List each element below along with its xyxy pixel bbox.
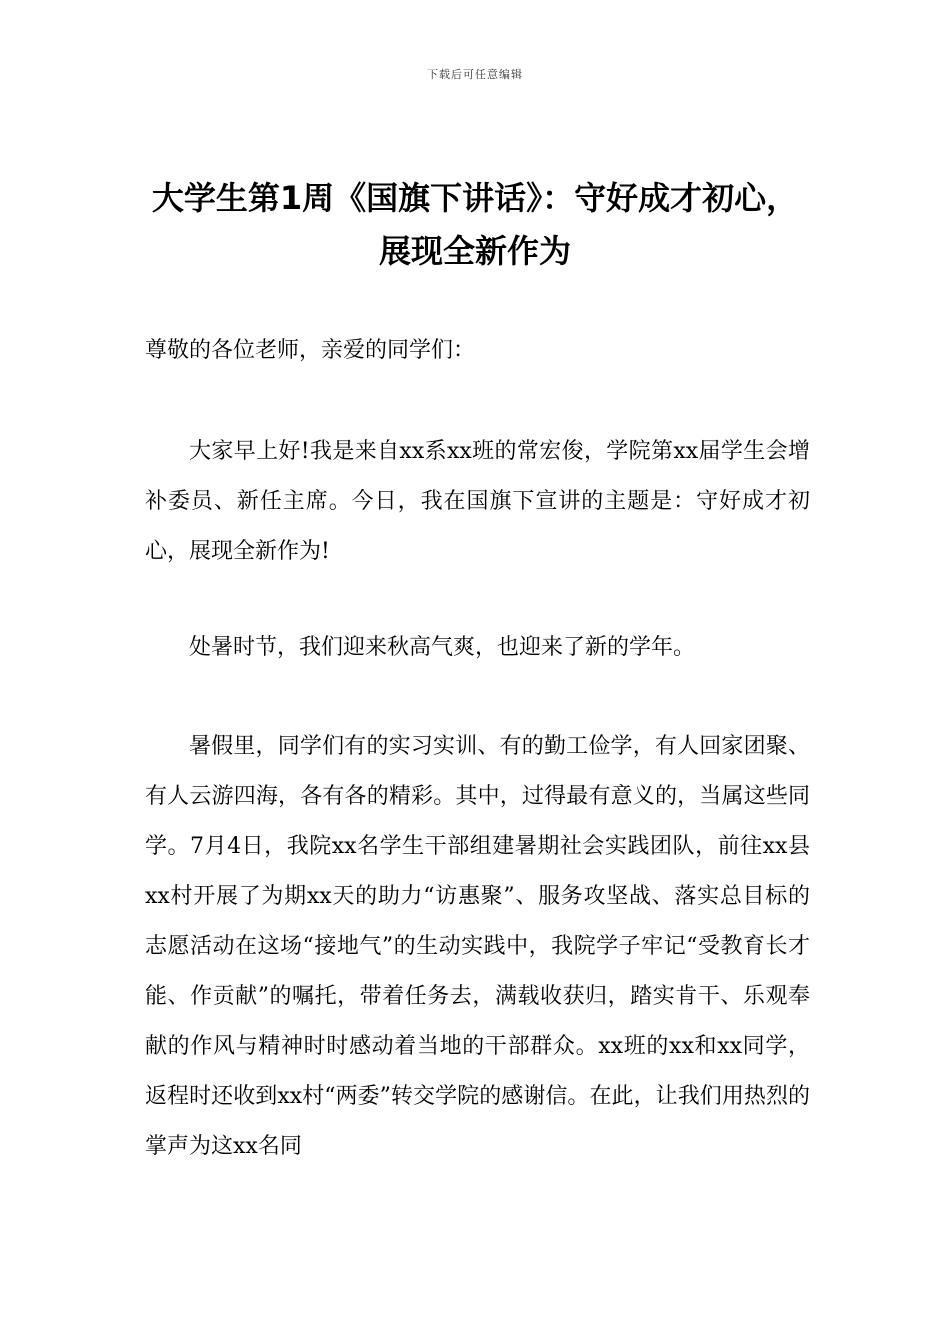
salutation: 尊敬的各位老师，亲爱的同学们：: [145, 338, 476, 363]
paragraph-season: 处暑时节，我们迎来秋高气爽，也迎来了新的学年。: [189, 635, 696, 660]
header-note: 下载后可任意编辑: [427, 68, 523, 81]
document-title: 大学生第1周《国旗下讲话》：守好成才初心，展现全新作为: [151, 179, 799, 270]
paragraph-summer-practice: 暑假里，同学们有的实习实训、有的勤工俭学，有人回家团聚、有人云游四海，各有各的精彩。其中，过得最有意义的，当属这些同学。7月4日，我院xx名学生干部组建暑期社会实践团队，前往xx县xx村开展了为期xx天的助力“访惠聚”、服务攻坚战、落实总目标的志愿活动在这场“接地气”的生动实践中，我院学子牢记“受教育长才能、作贡献”的嘱托，带着任务去，满载收获归，踏实肯干、乐观奉献的作风与精神时时感动着当地的干部群众。xx班的xx和xx同学，返程时还收到xx村“两委”转交学院的感谢信。在此，让我们用热烈的掌声为这xx名同: [145, 734, 810, 1159]
paragraph-intro: 大家早上好!我是来自xx系xx班的常宏俊，学院第xx届学生会增补委员、新任主席。今日，我在国旗下宣讲的主题是：守好成才初心，展现全新作为!: [145, 439, 810, 564]
